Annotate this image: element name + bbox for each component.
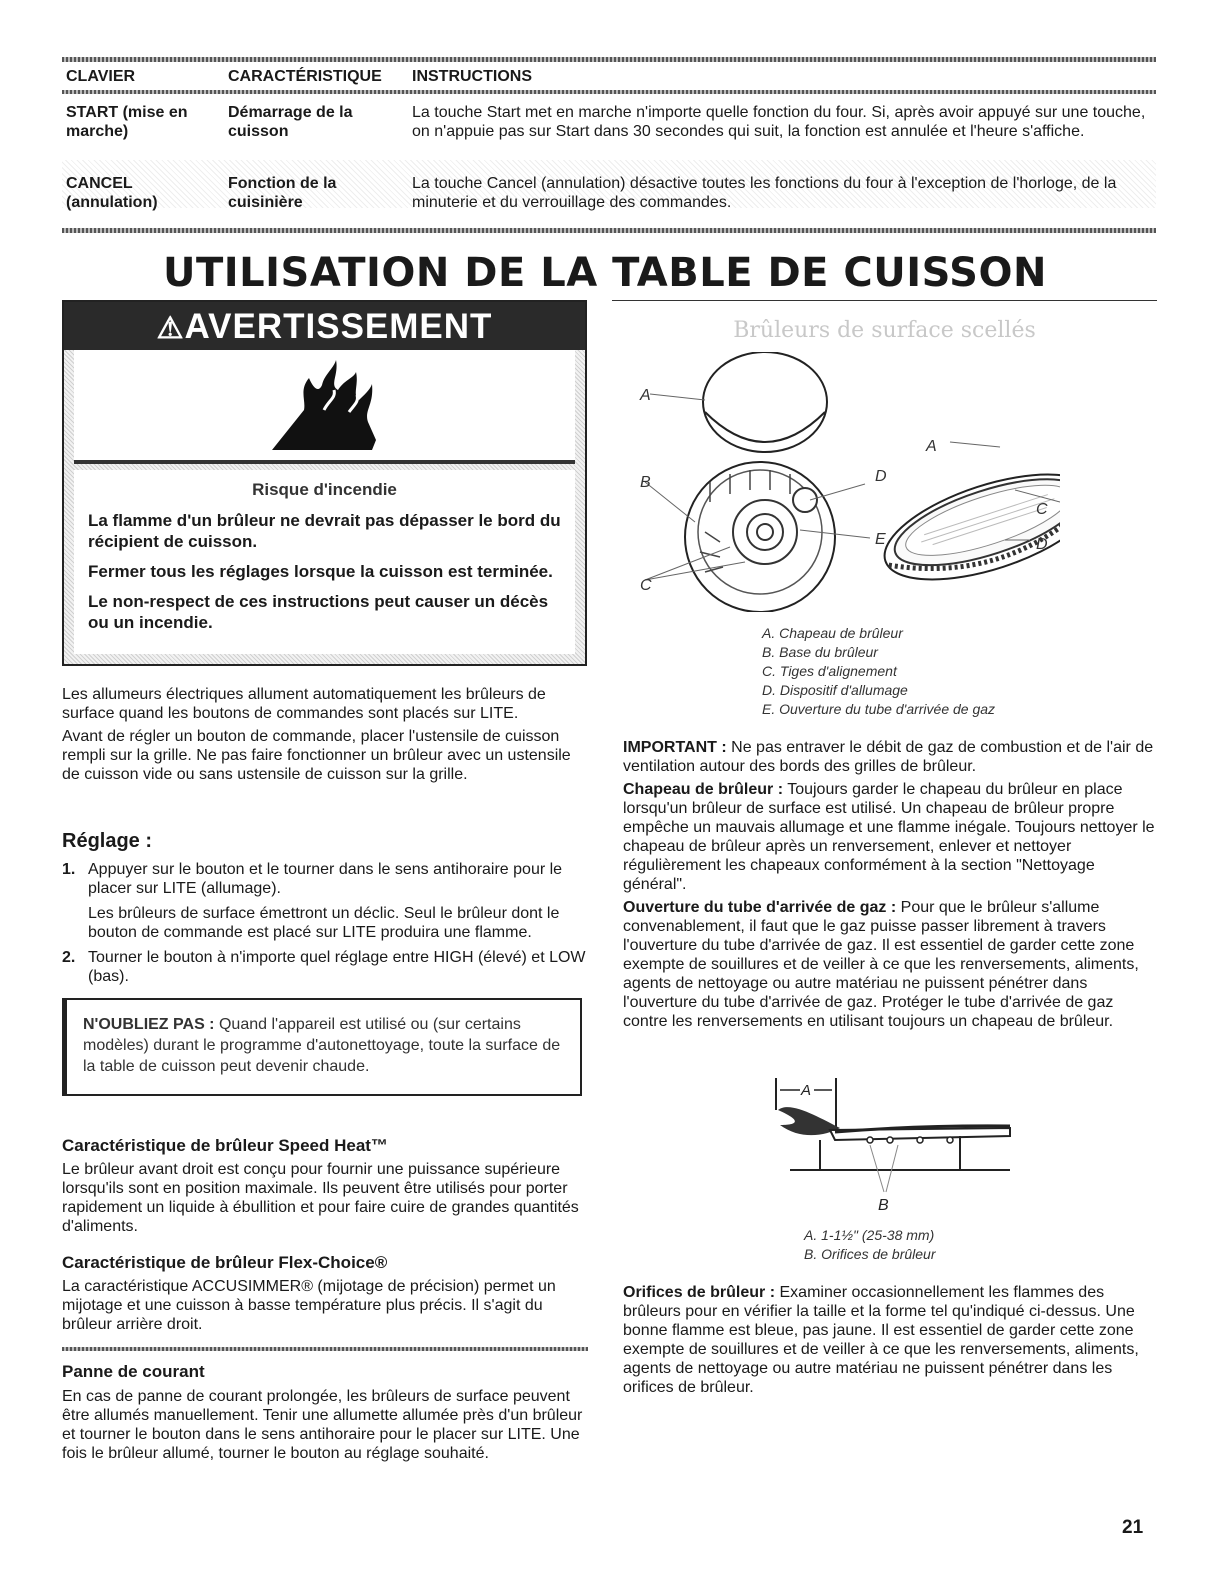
label-b: B (878, 1197, 889, 1214)
warning-header (64, 302, 585, 350)
label-c: C (1036, 501, 1048, 518)
page-number: 21 (1122, 1517, 1144, 1538)
caption-line: B. Base du brûleur (762, 644, 878, 660)
ouverture-paragraph (623, 898, 1158, 1031)
warning-hazard: Risque d'incendie (252, 480, 397, 499)
table-row-key: START (mise en marche) (66, 104, 188, 140)
power-failure-text: En cas de panne de courant prolongée, les brûleurs de surface peuvent être allumés manuellement. Tenir une allumette allumée près d'un brûleur et tourner le bouton dans le sens antihoraire pour le placer sur LITE. Une fois le brûleur allumé, tourner le bouton au réglage souhaité. (62, 1388, 583, 1462)
warning-divider (74, 460, 575, 464)
label-d: D (875, 468, 887, 485)
label-a: A (926, 438, 937, 455)
label-d: D (1036, 536, 1048, 553)
table-header-caracteristique: CARACTÉRISTIQUE (228, 68, 382, 85)
burner-figure-caption (762, 624, 995, 719)
flame-figure-caption (804, 1226, 936, 1264)
table-header-instructions: INSTRUCTIONS (412, 68, 532, 85)
table-row-feature: Démarrage de la cuisson (228, 104, 353, 140)
caption-line: C. Tiges d'alignement (762, 663, 897, 679)
power-failure-heading: Panne de courant (62, 1362, 205, 1381)
table-top-rule (62, 57, 1156, 62)
table-row-key: CANCEL (annulation) (66, 175, 158, 211)
warning-text-panel (74, 470, 575, 654)
label-b: B (640, 474, 651, 491)
step-2 (62, 948, 587, 986)
table-row-feature: Fonction de la cuisinière (228, 175, 337, 211)
caption-line: E. Ouverture du tube d'arrivée de gaz (762, 701, 996, 717)
sealed-burners-heading: Brûleurs de surface scellés (733, 318, 1036, 343)
right-top-rule (612, 300, 1157, 301)
paragraph: Les allumeurs électriques allument automatiquement les brûleurs de surface quand les boutons de commandes sont placés sur LITE. (62, 686, 546, 722)
orifices-label: Orifices de brûleur : (623, 1284, 776, 1301)
burner-diagram (620, 352, 1060, 612)
caption-line: D. Dispositif d'allumage (762, 682, 908, 698)
table-row-instructions: La touche Cancel (annulation) désactive toutes les fonctions du four à l'exception de l'horloge, de la minuterie et du verrouillage des commandes. (412, 175, 1117, 211)
important-text: Ne pas entraver le débit de gaz de combustion et de l'air de ventilation autour des bords des grilles de brûleur. (623, 739, 1154, 775)
flex-choice-text: La caractéristique ACCUSIMMER® (mijotage de précision) permet un mijotage et une cuisson à basse température plus précis. Il s'agit du brûleur arrière droit. (62, 1278, 556, 1333)
flex-choice-heading: Caractéristique de brûleur Flex-Choice® (62, 1253, 388, 1272)
table-header-clavier: CLAVIER (66, 68, 136, 85)
warning-line: Le non-respect de ces instructions peut causer un décès ou un incendie. (88, 592, 549, 632)
reminder-text (83, 1014, 564, 1077)
section-rule (62, 1347, 588, 1351)
step-text: Tourner le bouton à n'importe quel réglage entre HIGH (élevé) et LOW (bas). (88, 949, 586, 985)
chapeau-text: Toujours garder le chapeau du brûleur en place lorsqu'un brûleur de surface est utilisé. Un chapeau de brûleur propre empêche un mauvais allumage et une flamme inégale. Toujours nettoyer le chapeau de brûleur après un renversement, enlever et nettoyer régulièrement les chapeaux conformément à la section "Nettoyage général". (623, 781, 1155, 893)
step-1-detail: Les brûleurs de surface émettront un déclic. Seul le brûleur dont le bouton de commande est placé sur LITE produira une flamme. (88, 905, 560, 941)
reminder-box (62, 998, 582, 1096)
fire-symbol-panel (74, 350, 575, 460)
step-number: 1. (62, 861, 76, 878)
warning-line: La flamme d'un brûleur ne devrait pas dépasser le bord du récipient de cuisson. (88, 511, 561, 551)
label-e: E (875, 531, 886, 548)
reminder-label: N'OUBLIEZ PAS : (83, 1016, 215, 1033)
orifices-paragraph (623, 1283, 1158, 1397)
table-row-instructions: La touche Start met en marche n'importe quelle fonction du four. Si, après avoir appuyé sur une touche, on n'appuie pas sur Start dans 30 secondes qui suit, la fonction est annulée et l'heure s'affiche. (412, 104, 1146, 140)
warning-triangle-icon: ⚠ (156, 312, 185, 345)
caption-line: A. Chapeau de brûleur (762, 625, 903, 641)
important-label: IMPORTANT : (623, 739, 727, 756)
chapeau-paragraph (623, 780, 1158, 894)
ouverture-text: Pour que le brûleur s'allume convenablement, il faut que le gaz puisse passer librement à travers l'ouverture du tube d'arrivée de gaz. Il est essentiel de garder cette zone exempte de souillures et de veiller à ce que les renversements, aliments, agents de nettoyage ou autre matériau ne puissent pénétrer dans l'ouverture du tube d'arrivée de gaz. Protéger le tube d'arrivée de gaz contre les renversements en utilisant toujours un chapeau de brûleur. (623, 899, 1139, 1030)
speed-heat-text: Le brûleur avant droit est conçu pour fournir une puissance supérieure lorsqu'ils sont en position maximale. Ils peuvent être utilisés pour porter rapidement un liquide à ébullition et pour faire cuire de grandes quantités d'aliments. (62, 1161, 579, 1235)
table-header-rule (62, 90, 1156, 94)
orifices-text: Examiner occasionnellement les flammes des brûleurs pour en vérifier la taille et la forme tel qu'indiqué ci-dessus. Une bonne flamme est bleue, pas jaune. Il est essentiel de garder cette zone exempte de souillures et de veiller à ce que les renversements, aliments, agents de nettoyage ou autre matériau ne puissent pénétrer dans les orifices de brûleur. (623, 1284, 1139, 1396)
page-title: UTILISATION DE LA TABLE DE CUISSON (163, 250, 1047, 296)
flame-diagram (760, 1070, 1030, 1215)
ouverture-label: Ouverture du tube d'arrivée de gaz : (623, 899, 897, 916)
reminder-body: Quand l'appareil est utilisé ou (sur certains modèles) durant le programme d'autonettoyage, toute la surface de la table de cuisson peut devenir chaude. (83, 1016, 561, 1075)
warning-box (62, 300, 587, 666)
important-paragraph (623, 738, 1158, 776)
chapeau-label: Chapeau de brûleur : (623, 781, 784, 798)
table-bottom-rule (62, 228, 1156, 233)
label-a: A (801, 1082, 812, 1099)
warning-line: Fermer tous les réglages lorsque la cuisson est terminée. (88, 562, 553, 581)
caption-line: B. Orifices de brûleur (804, 1246, 936, 1262)
caption-line: A. 1-1½" (25-38 mm) (804, 1227, 935, 1243)
fire-hazard-icon (264, 350, 384, 460)
warning-header-text: AVERTISSEMENT (184, 307, 493, 346)
reglage-steps (62, 860, 587, 986)
left-column-intro (62, 685, 587, 784)
label-c: C (640, 577, 652, 594)
right-column-text (623, 738, 1158, 1031)
step-text: Appuyer sur le bouton et le tourner dans le sens antihoraire pour le placer sur LITE (allumage). (88, 861, 563, 897)
speed-heat-heading: Caractéristique de brûleur Speed Heat™ (62, 1136, 388, 1155)
paragraph: Avant de régler un bouton de commande, placer l'ustensile de cuisson rempli sur la grille. Ne pas faire fonctionner un brûleur avec un ustensile de cuisson vide ou sans ustensile de cuisson sur la grille. (62, 728, 571, 783)
label-a: A (640, 387, 651, 404)
step-number: 2. (62, 949, 76, 966)
reglage-heading: Réglage : (62, 830, 153, 852)
step-1 (62, 860, 587, 898)
